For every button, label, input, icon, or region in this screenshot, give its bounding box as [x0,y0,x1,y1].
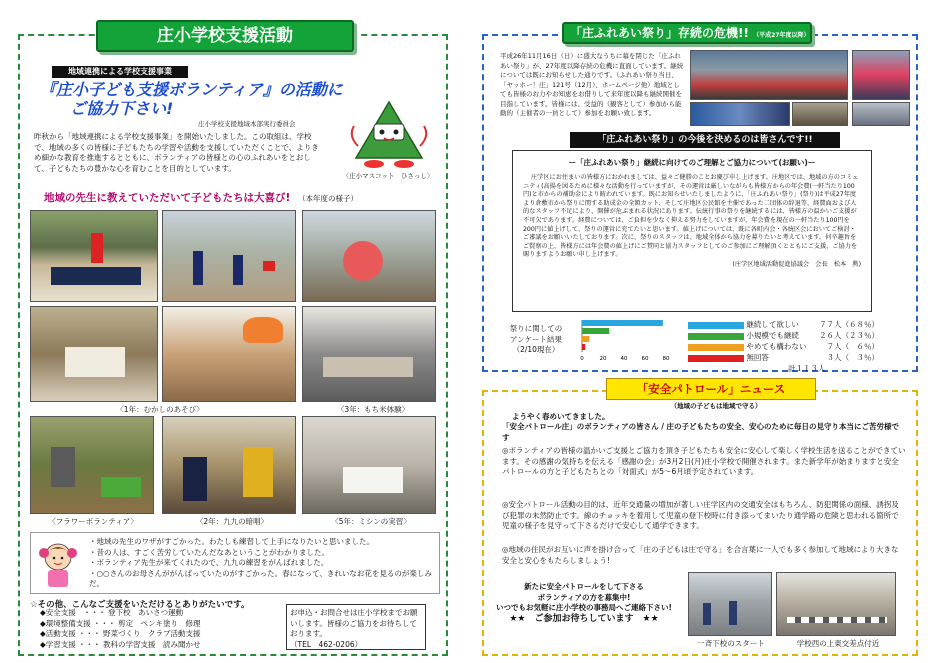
patrol-caption-2: 学校西の上東交差点付近 [796,639,880,648]
voices-list [89,537,435,590]
x-tick-label: 0 [580,356,584,362]
photo-rice-1 [302,210,436,302]
legend-percent: （ ３％） [841,353,880,363]
patrol-title: 「安全パトロール」ニュース [606,378,816,400]
legend-percent: （ ６％） [841,342,880,352]
caption-grade5: 〈5年：ミシンの実習〉 [331,517,411,526]
legend-swatch [688,355,744,362]
patrol-lead-1: ようやく春めいてきました。 [512,412,610,421]
voice-4: ・○○さんのお母さんががんばっていたのがすごかった。春になって、きれいなお花を見るのが楽しみだ。 [89,568,432,588]
festival-title-text: 「庄ふれあい祭り」存続の危機!! [570,26,749,40]
legend-row [688,353,878,364]
x-tick-label: 60 [641,356,649,362]
headline-line-1: 『庄小子ども支援ボランティア』の活動に [40,80,343,99]
x-tick-label: 80 [662,356,670,362]
festival-photo-dance [852,50,910,100]
legend-swatch [688,333,744,340]
patrol-paragraph-1: ◎ボランティアの皆様の温かいご支援とご協力を頂き子どもたちも安全に安心して楽しく学校生活を送ることができています。その感謝の気持ちを伝える「感謝の会」が3月2日(月)庄小学校で開催されます。また新学年が始まりますと安全パトロールの方と子どもたちとの「対面式」が5～6月頃予定されています。 [502,446,906,476]
girl-illustration [35,539,81,589]
committee-name: 庄小学校支援地域本部実行委員会 [198,120,296,128]
letter-signature: (庄学区地域活動促進協議会 会長 松本 勲) [732,260,861,268]
subhead-text: 地域の先生に教えていただいて子どもたちは大喜び! [44,192,291,204]
legend-swatch [688,344,744,351]
legend-row [688,331,878,342]
intro-text: 昨秋から「地域連携による学校支援事業」を開始いたしました。この取組は、学校で、地域の多くの皆様に子どもたちの学習や活動を支援していただくことで、よりきめ細かな教育を推進するとともに、ボランティアの皆様との心のふれあいをとおして、子どもたちの豊かな心を育むことを目的としています。 [34,132,319,173]
program-tag: 地域連携による学校支援事業 [52,66,188,78]
legend-percent: （２３％） [841,331,880,341]
photo-old-games-1 [30,210,158,302]
legend-value: ７７人 [819,320,842,330]
festival-body: 平成26年11月16日（日）に盛大なうちに幕を閉じた「庄ふれあい祭り」が、27年度以降存続の危機に直面しています。継続については既にお知らせした通りです。（ふれあい祭り当日、「ヤッホー！庄」121号（12月）、ホームページ他）地域としても皆様のお力やお知恵をお借りして来年度以降も継続開催を目指しています。皆様には、受益的（観客として）参加から能動的（主催者の一員として）参加をお願い致します。 [500,52,684,117]
festival-photo-stage [690,50,848,100]
recruit-line-3: いつでもお気軽に庄小学校の事務局へご連絡下さい! [496,603,672,612]
festival-photo-event [852,102,910,126]
mascot-illustration [344,96,434,172]
photo-old-games-3 [30,306,158,402]
recruit-line-4: ★★ ご参加お待ちしています ★★ [509,613,659,624]
festival-photo-audience [792,102,848,126]
voice-2: ・昔の人は、すごく苦労していたんだなあということがわかりました。 [89,547,329,557]
support-item-3: ◆活動支援 ・・・ 野菜づくり クラブ活動支援 [40,629,201,638]
photo-flower [30,416,154,514]
survey-bar-4 [582,344,585,350]
legend-row [688,320,878,331]
festival-title-note: （平成27年度以降） [753,32,810,39]
volunteer-subhead [44,190,424,205]
festival-photo-crowd [690,102,790,126]
festival-letter [512,150,872,312]
subhead-note: （本年度の様子） [297,194,358,203]
legend-swatch [688,322,744,329]
patrol-lead-2: 「安全パトロール庄」のボランティアの皆さん / 庄の子どもたちの安全、安心のために毎日の見守り本当にご苦労様です [502,422,900,442]
photo-multiplication [162,416,296,514]
voice-1: ・地域の先生のワザがすごかった。わたしも練習して上手になりたいと思いました。 [89,537,374,546]
voice-3: ・ボランティア先生が来てくれたので、九九の練習をがんばれました。 [89,558,329,567]
legend-label: 無回答 [746,353,769,363]
x-tick-label: 20 [599,356,607,362]
recruit-line-1: 新たに安全パトロールをして下さる [524,582,644,591]
caption-grade3: 〈3年：もち米体験〉 [336,405,410,414]
children-voices-box [30,532,440,594]
photo-sewing [302,416,436,514]
x-tick-label: 40 [620,356,628,362]
legend-label: 継続して欲しい [746,320,799,330]
caption-grade1: 〈1年：むかしのあそび〉 [116,405,204,414]
support-item-1: ◆安全支援 ・・・ 登下校 あいさつ運動 [40,608,184,617]
legend-value: ２６人 [819,331,842,341]
caption-grade2: 〈2年：九九の暗唱〉 [195,517,269,526]
survey-chart [576,318,672,368]
support-list [40,608,280,650]
legend-value: ３人 [826,353,842,363]
contact-text: お申込・お問合せは庄小学校までお願いします。皆様のご協力をお待ちしております。 [290,608,418,638]
contact-tel: （TEL 462-0206） [290,639,363,649]
recruit-line-2: ボランティアの方を募集中! [537,592,631,602]
survey-label: 祭りに関しての アンケート結果 （2/10現在） [509,324,563,354]
patrol-photo-dismissal [688,572,772,636]
support-item-4: ◆学習支援 ・・・ 教科の学習支援 読み聞かせ [40,639,201,649]
legend-percent: （６８％） [841,320,880,330]
festival-title [562,22,812,44]
legend-label: 小規模でも継続 [746,331,799,341]
patrol-photo-crossing [776,572,896,636]
photo-old-games-4 [162,306,296,402]
patrol-subtitle: （地域の子どもは地域で守る） [670,402,762,410]
legend-label: やめても構わない [746,342,807,352]
patrol-caption-1: 一斉下校のスタート [697,639,765,648]
contact-box [286,604,426,650]
survey-legend [688,320,878,364]
survey-bar-1 [582,320,663,326]
letter-title: ー「庄ふれあい祭り」継続に向けてのご理解とご協力について(お願い)ー [568,158,816,167]
survey-total: 計１１３人 [788,364,826,373]
survey-bar-3 [582,336,589,342]
festival-banner: 「庄ふれあい祭り」の今後を決めるのは皆さんです!! [570,132,840,148]
caption-flower: 〈フラワーボランティア〉 [48,517,138,526]
photo-rice-2 [302,306,436,402]
recruit-block [486,582,682,624]
support-item-2: ◆環境整備支援 ・・・ 剪定 ペンキ塗り 修理 [40,618,201,628]
headline-line-2: ご協力下さい! [70,99,174,118]
legend-value: ７人 [826,342,842,352]
patrol-paragraph-2: ◎安全パトロール活動の目的は、近年交通量の増加が著しい庄学区内の交通安全はもちろん、防犯関係の面様、誘拐及び犯罪の未然防止です。線のチョッキを着用して児童の登下校時に付き添ってまいたり通学路の危険と思われる箇所で児童の様子を見守って下さるだけで安心して通学できます。 [502,500,899,530]
patrol-paragraph-3: ◎地域の住民がお互いに声を掛け合って「庄の子どもは庄で守る」を合言葉に一人でも多く参加して地域により大きな安全と安心をもたらしましょう! [502,545,899,565]
support-title: ☆その他、こんなご支援をいただけるとありがたいです。 [30,600,250,610]
letter-body: 庄学区にお住まいの皆様方におかれましては、益々ご健勝のことお慶び申し上げます。庄地区では、地域の方のコミュニティ(高揚を図るために様々な活動を行っていますが、その運営は厳しいながらも皆様方からの年会費(一軒当たり100円)と市からの補助金により賄われています。既にお知らせいたしましたように、「庄ふれあい祭り」(祭り)は平成27年度より倉敷市から祭りに関する助成金の全額カット、そして庄地区公民館を主催であった二団体の辞退等、経費面および人的なスタッフ不足により、開催が危ぶまれる状況にあります。伝統行事の祭りを継続するには、皆様方の温かいご支援が不可欠であります。経費については、ご負担を少なく抑える努力をしていますが、年会費を現在の一軒当たり100円を200円に値上げして、祭りの運営に充てたいと思います。値上げについては、既に各町内会・各統区会においてご検討・ご審議をお願いいたしております。次に、祭りのスタッフは、地域全体から協力を募りたいと考えています。何卒趣旨をご賢察の上、皆様方には年会費の値上げにご賛同と協力スタッフとしてのご参加にご理解頂くとともにご支援、ご協力を賜りますようお願い申し上げます。 [523,174,859,259]
left-title: 庄小学校支援活動 [96,20,354,52]
photo-old-games-2 [162,210,296,302]
survey-bar-2 [582,328,609,334]
legend-row [688,342,878,353]
mascot-label: 〈庄小マスコット ひさっし〉 [342,172,434,180]
